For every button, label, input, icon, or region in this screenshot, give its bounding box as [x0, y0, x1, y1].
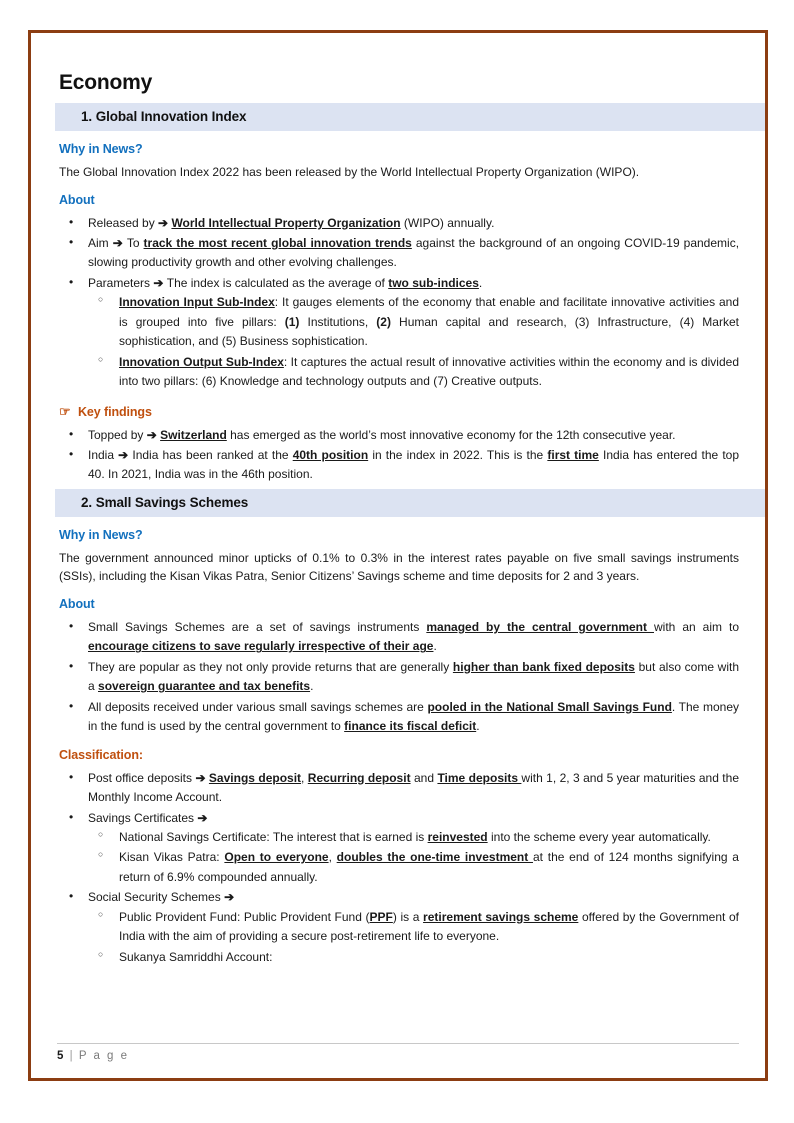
- text-run: (WIPO) annually.: [400, 215, 495, 230]
- text-run: .: [478, 275, 483, 290]
- text-run: managed by the central government: [426, 620, 654, 635]
- text-run: but also come with a: [88, 659, 740, 694]
- text-run: .: [310, 679, 314, 694]
- footer-text: [57, 1050, 739, 1062]
- text-run: Innovation Output Sub-Index: [119, 354, 284, 369]
- text-run: ,: [301, 770, 308, 785]
- text-run: track the most recent global innovation trends: [143, 236, 412, 251]
- why-in-news-text-2: The government announced minor upticks of 0.1% to 0.3% in the interest rates payable on five small savings instruments (SSIs), including the Kisan Vikas Patra, Senior Citizens’ Savings scheme and time deposits for 2 and 3 years.: [59, 550, 739, 584]
- text-run: Kisan Vikas Patra:: [119, 850, 225, 865]
- pointing-hand-icon: ☞: [59, 404, 71, 420]
- text-run: with 1, 2, 3 and 5 year maturities and the Monthly Income Account.: [88, 770, 739, 805]
- why-in-news-label-1: Why in News?: [59, 142, 143, 156]
- text-run: Recurring deposit: [307, 770, 411, 785]
- text-run: PPF: [369, 909, 393, 924]
- list-item: [57, 274, 739, 392]
- sub-list: [88, 293, 739, 391]
- list-item: [57, 446, 739, 485]
- text-run: pooled in the National Small Savings Fund: [427, 699, 672, 714]
- sub-list-item: [88, 828, 739, 847]
- text-run: National Savings Certificate: The interest that is earned is: [119, 829, 428, 844]
- page-content: [31, 33, 765, 1078]
- text-run: Topped by: [88, 427, 147, 442]
- text-run: against the background of an ongoing COVID-19 pandemic, slowing productivity growth and other evolving challenges.: [88, 236, 740, 270]
- about-label-2: About: [59, 597, 95, 612]
- text-run: Innovation Input Sub-Index: [119, 295, 275, 310]
- footer-separator: |: [69, 1050, 73, 1062]
- list-item: [57, 214, 739, 233]
- text-run: (1): [284, 314, 300, 329]
- text-run: reinvested: [427, 829, 488, 844]
- sub-list-item: [88, 848, 739, 887]
- text-run: : It gauges elements of the economy that enable and facilitate innovative activities and is grouped into five pillars:: [119, 295, 740, 329]
- text-run: . The money in the fund is used by the central government to: [88, 699, 739, 734]
- text-run: Released by: [88, 215, 159, 230]
- sub-list: [88, 828, 739, 887]
- text-run: Small Savings Schemes are a set of savings instruments: [88, 620, 427, 635]
- list-item: [57, 426, 739, 445]
- sub-list: [88, 908, 739, 967]
- key-findings-list: [57, 426, 739, 485]
- text-run: Savings deposit: [208, 770, 302, 785]
- text-run: and: [410, 770, 438, 785]
- text-run: Institutions,: [299, 314, 377, 329]
- about-list-2: [57, 618, 739, 737]
- footer-divider: [57, 1043, 739, 1044]
- sub-list-item: [88, 293, 739, 351]
- key-findings-label: Key findings: [78, 404, 152, 419]
- text-run: finance its fiscal deficit: [344, 719, 477, 734]
- text-run: India has entered the top 40. In 2021, India was in the 46th position.: [88, 447, 740, 482]
- sub-list-item: [88, 908, 739, 947]
- list-item: [57, 809, 739, 888]
- text-run: higher than bank fixed deposits: [452, 659, 635, 674]
- text-run: Social Security Schemes: [88, 890, 225, 905]
- footer-page-word: P a g e: [78, 1050, 130, 1062]
- text-run: has emerged as the world’s most innovative economy for the 12th consecutive year.: [226, 427, 676, 442]
- text-run: Time deposits: [437, 770, 522, 785]
- text-run: at the end of 124 months signifying a return of 6.9% compounded annually.: [119, 850, 739, 884]
- text-run: ➔: [153, 275, 167, 290]
- text-run: : It captures the actual result of innovative activities within the economy and is divided into two pillars: (6) Knowledge and technology outputs and (7) Creative outputs.: [119, 354, 739, 389]
- text-run: with an aim to: [654, 620, 739, 635]
- text-run: ➔: [224, 890, 235, 905]
- text-run: ➔: [112, 236, 127, 251]
- page-title: Economy: [59, 71, 153, 94]
- text-run: Human capital and research, (3) Infrastructure, (4) Market sophistication, and (5) Business sophistication.: [119, 314, 739, 349]
- text-run: (2): [376, 314, 391, 329]
- text-run: 40th position: [292, 447, 369, 462]
- text-run: Aim: [88, 236, 113, 251]
- footer-page-number: 5: [57, 1050, 64, 1062]
- text-run: two sub-indices: [388, 275, 479, 290]
- text-run: doubles the one-time investment: [336, 850, 533, 865]
- about-list-1: [57, 214, 739, 392]
- sub-list-item: [88, 353, 739, 392]
- text-run: Parameters: [88, 275, 154, 290]
- text-run: Switzerland: [160, 427, 227, 442]
- text-run: The index is calculated as the average of: [166, 275, 389, 290]
- why-in-news-text-1: The Global Innovation Index 2022 has been released by the World Intellectual Property Organization (WIPO).: [59, 165, 640, 179]
- text-run: offered by the Government of India with the aim of providing a secure post-retirement life to everyone.: [119, 909, 739, 944]
- list-item: [57, 234, 739, 273]
- text-run: Public Provident Fund: Public Provident Fund (: [119, 909, 370, 924]
- text-run: in the index in 2022. This is the: [368, 447, 548, 462]
- text-run: sovereign guarantee and tax benefits: [98, 679, 311, 694]
- key-findings-heading: [59, 405, 739, 419]
- text-run: ➔: [158, 215, 172, 230]
- sub-list-item: [88, 948, 739, 967]
- text-run: Post office deposits: [88, 770, 196, 785]
- about-label-1: About: [59, 192, 95, 207]
- text-run: ➔: [118, 447, 133, 462]
- why-in-news-label-2: Why in News?: [59, 527, 143, 542]
- classification-list: [57, 769, 739, 967]
- text-run: Savings Certificates: [88, 810, 198, 825]
- text-run: All deposits received under various small savings schemes are: [88, 699, 428, 714]
- page-footer: [57, 1043, 739, 1062]
- text-run: first time: [547, 447, 599, 462]
- section-heading-1: 1. Global Innovation Index: [55, 103, 765, 131]
- text-run: ➔: [195, 770, 209, 785]
- list-item: [57, 769, 739, 808]
- list-item: [57, 618, 739, 657]
- list-item: [57, 888, 739, 967]
- text-run: India: [88, 447, 119, 462]
- list-item: [57, 698, 739, 737]
- text-run: retirement savings scheme: [423, 909, 579, 924]
- text-run: World Intellectual Property Organization: [171, 215, 401, 230]
- text-run: encourage citizens to save regularly irrespective of their age: [88, 639, 434, 654]
- text-run: They are popular as they not only provide returns that are generally: [88, 659, 453, 674]
- text-run: .: [433, 639, 437, 654]
- text-run: Open to everyone: [224, 850, 329, 865]
- text-run: into the scheme every year automatically.: [487, 829, 711, 844]
- document-page: [28, 30, 768, 1081]
- text-run: ➔: [146, 427, 161, 442]
- classification-label: Classification:: [59, 747, 143, 762]
- text-run: India has been ranked at the: [132, 447, 293, 462]
- list-item: [57, 658, 739, 697]
- text-run: .: [476, 719, 480, 734]
- text-run: ➔: [197, 810, 208, 825]
- text-run: To: [126, 236, 144, 251]
- text-run: Sukanya Samriddhi Account:: [119, 949, 273, 964]
- text-run: ) is a: [392, 909, 424, 924]
- section-heading-2: 2. Small Savings Schemes: [55, 489, 765, 517]
- text-run: ,: [328, 850, 337, 865]
